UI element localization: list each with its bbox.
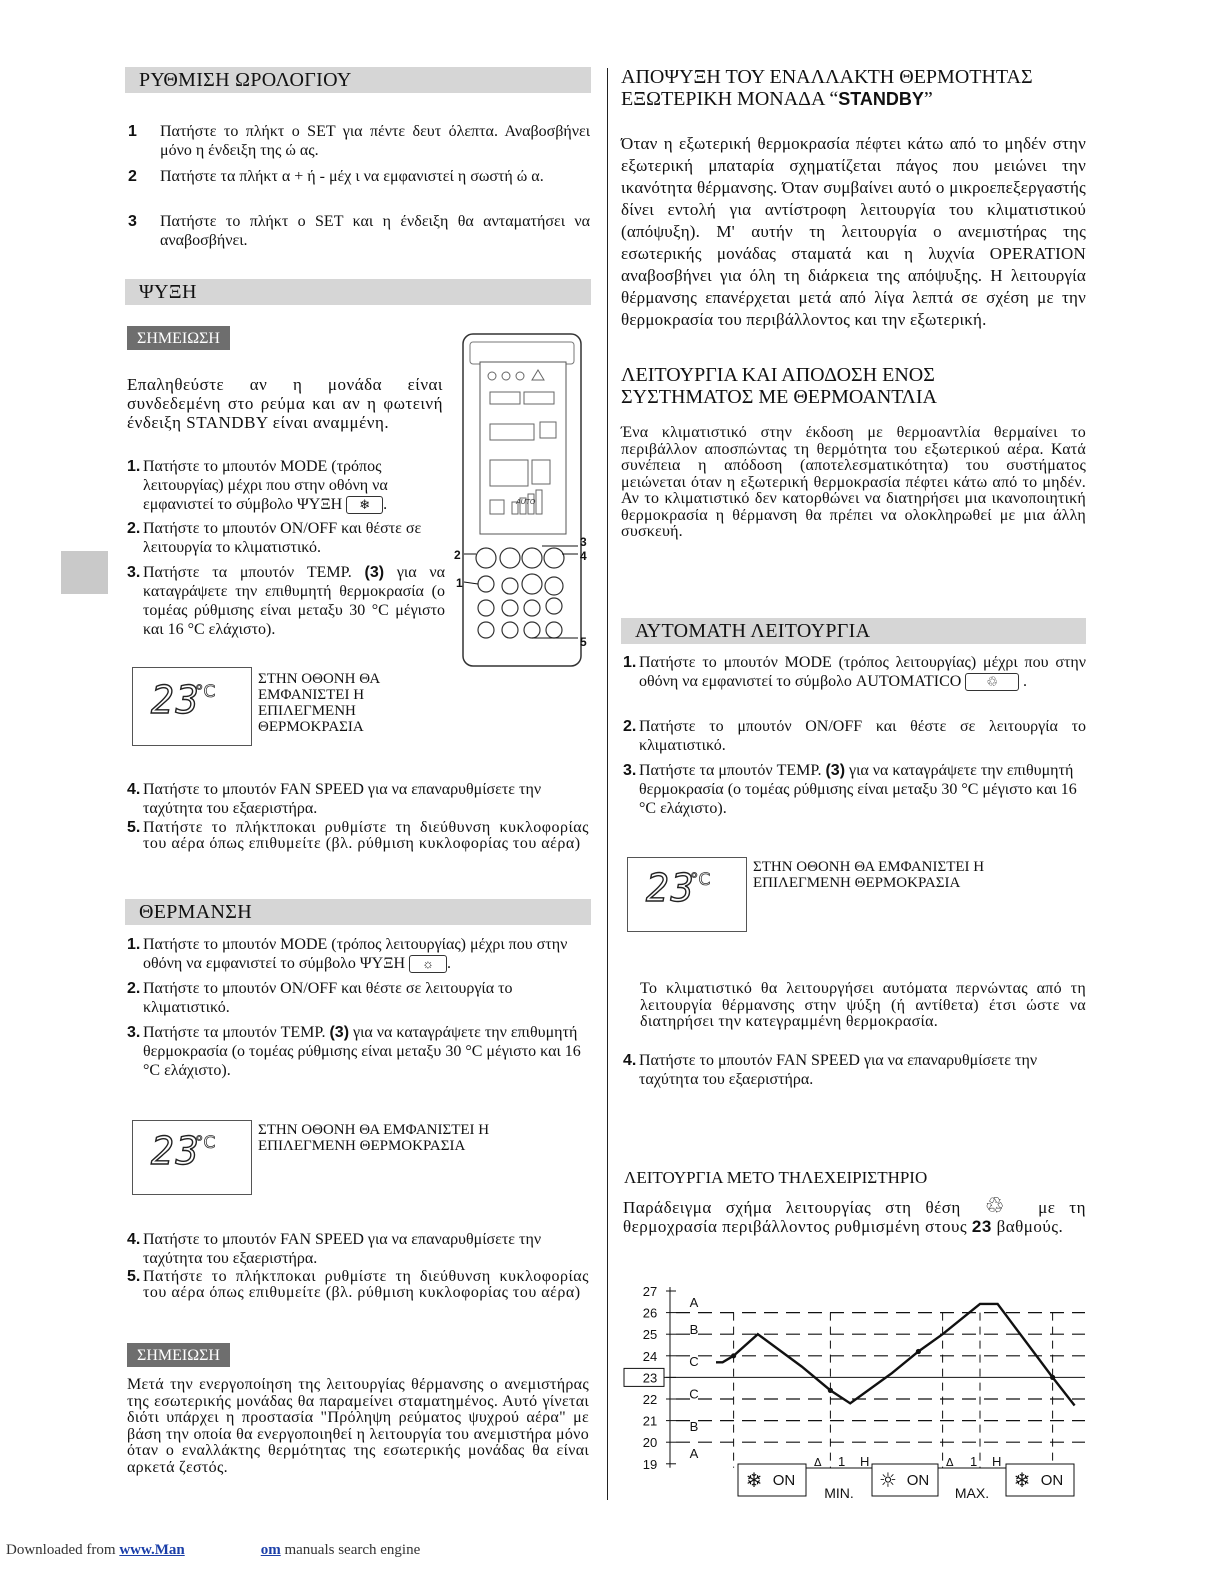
phase-on-label: ON (906, 1472, 930, 1489)
side-tab (61, 551, 108, 594)
heating-display-unit: °C (195, 1133, 216, 1153)
footer-line: Downloaded from www.Man om manuals search engine (6, 1542, 421, 1558)
heating-step-2: 2. Πατήστε το μπουτόν ON/OFF και θέστε σε λειτουργία το κλιματιστικό. (127, 980, 513, 1016)
temperature-cycle-chart (620, 1278, 1090, 1504)
auto-section-title: ΑΥΤΟΜΑΤΗ ΛΕΙΤΟΥΡΓΙΑ (621, 618, 1086, 644)
y-tick-label: 25 (642, 1327, 658, 1343)
auto-display-caption: ΣΤΗΝ ΟΘΟΝΗ ΘΑ ΕΜΦΑΝΙΣΤΕΙ Η ΕΠΙΛΕΓΜΕΝΗ ΘΕΡΜΟΚΡΑΣΙΑ (753, 859, 985, 891)
temperature-series-line (716, 1304, 1075, 1406)
cooling-step-3: 3. Πατήστε τα μπουτόν TEMP. (3) για να καταγράψετε την επιθυμητή θερμοκρασία (ο τομέας ρύθμισης είναι μεταξυ 30 °C μέγιστο και 16 °C ελάχιστο). (127, 564, 445, 638)
clock-step-3: 3 Πατήστε το πλήκτ ο SET και η ένδειξη θα ανταματήσει να αναβοσβήνει. (128, 213, 590, 249)
auto-step-1: 1. Πατήστε το μπουτόν MODE (τρόπος λειτουργίας) μέχρι που στην οθόνη να εμφανιστεί το σύμβολο AUTOMATICO ♲ . (623, 654, 1086, 690)
interval-label: MAX. (954, 1485, 990, 1501)
sun-icon: ☼ (409, 955, 447, 973)
cooling-step-1: 1. Πατήστε το μπουτόν MODE (τρόπος λειτουργίας) μέχρι που στην οθόνη να εμφανιστεί το σύμβολο ΨΥΞΗ ❄ . (127, 458, 388, 513)
snowflake-icon: ❄ (745, 1468, 763, 1492)
zone-label: B (689, 1321, 699, 1337)
cooling-display-value: 23 (151, 678, 201, 722)
heating-section-title: ΘΕΡΜΑΝΣΗ (125, 899, 591, 925)
y-tick-label: 20 (642, 1435, 658, 1451)
data-point (1050, 1375, 1055, 1380)
zone-label: C (689, 1354, 699, 1370)
snowflake-icon: ❄ (1013, 1468, 1031, 1492)
auto-step-4: 4. Πατήστε το μπουτόν FAN SPEED για να επαναρυθμίσετε την ταχύτητα του εξαεριστήρα. (623, 1052, 1038, 1088)
defrost-text: Όταν η εξωτερική θερμοκρασία πέφτει κάτω από το μηδέν στην εξωτερική μπαταρία σχηματίζεται πάγος που μειώνει την ικανότητα θέρμανσης. Όταν συμβαίνει αυτό ο μικροεπεξεργαστής δίνει εντολή για αντίστροφη λειτουργία του κλιματιστικού (απόψυξη). Μ' αυτήν τη λειτουργία ο ανεμιστήρας της εσωτερικής μονάδας σταματά και η λυχνία OPERATION αναβοσβήνει για όλη τη διάρκεια της απόψυξης. Η λειτουργία θέρμανσης επανέρχεται μετά από λίγα λεπτά σε σχέση με την θερμοκρασία του περιβάλλοντος και την εξωτερική. (621, 134, 1086, 329)
y-tick-label: 26 (642, 1305, 658, 1321)
remote-callout-4: 4 (580, 549, 587, 563)
y-tick-label: 24 (642, 1348, 658, 1364)
heating-step-4: 4. Πατήστε το μπουτόν FAN SPEED για να επαναρυθμίσετε την ταχύτητα του εξαεριστήρα. (127, 1231, 542, 1267)
auto-temperature-display (627, 857, 747, 932)
cooling-step-4: 4. Πατήστε το μπουτόν FAN SPEED για να επαναρυθμίσετε την ταχύτητα του εξαεριστήρα. (127, 781, 542, 817)
data-point (828, 1388, 833, 1393)
snowflake-icon: ❄ (346, 496, 383, 514)
remote-callout-1: 1 (456, 576, 463, 590)
heatpump-text: Ένα κλιματιστικό στην έκδοση με θερμοαντλία θερμαίνει το περιβάλλον αποσπώντας τη θερμότητα του εξωτερικού αέρα. Κατά συνέπεια η απόδοση (αποτελεσματικότητα) του συστήματος μειώνεται όταν η εξωτερική θερμοκρασία πέφτει κάτω από το μηδέν. Αν το κλιματιστικό δεν κατορθώνει να διατηρήσει μια ικανοποιητική θερμοκρασία η θέρμανση θα πρέπει να ολοκληρωθεί με μια άλλη συσκευή. (621, 424, 1086, 540)
footer-link-2[interactable]: om (260, 1542, 281, 1558)
auto-mode-icon: ♲ (965, 673, 1019, 691)
remote-control-illustration (450, 332, 596, 672)
y-tick-label: 23 (642, 1370, 658, 1386)
y-tick-label: 21 (642, 1413, 658, 1429)
auto-display-unit: °C (690, 870, 711, 890)
auto-step-3: 3. Πατήστε τα μπουτόν TEMP. (3) για να καταγράψετε την επιθυμητή θερμοκρασία (ο τομέας ρύθμισης είναι μεταξυ 30 °C μέγιστο και 16 °C ελάχιστο). (623, 762, 1077, 817)
phase-on-label: ON (772, 1472, 796, 1489)
zone-label: C (689, 1386, 699, 1402)
clock-section-title: ΡΥΘΜΙΣΗ ΩΡΟΛΟΓΙΟΥ (125, 67, 591, 93)
interval-value: 1 (970, 1454, 978, 1469)
cooling-display-caption: ΣΤΗΝ ΟΘΟΝΗ ΘΑ ΕΜΦΑΝΙΣΤΕΙ Η ΕΠΙΛΕΓΜΕΝΗ ΘΕΡΜΟΚΡΑΣΙΑ (258, 671, 380, 735)
cooling-temperature-display (132, 667, 252, 746)
column-divider (607, 68, 608, 1500)
zone-label: A (689, 1446, 699, 1461)
cooling-step-2: 2. Πατήστε το μπουτόν ON/OFF και θέστε σε λειτουργία το κλιματιστικό. (127, 520, 422, 556)
heating-note-badge: ΣΗΜΕΙΩΣΗ (127, 1343, 230, 1367)
defrost-title: ΑΠΟΨΥΞΗ ΤΟΥ ΕΝΑΛΛΑΚΤΗ ΘΕΡΜΟΤΗΤΑΣ ΕΞΩΤΕΡΙΚΗ ΜΟΝΑΔΑ “STANDBY” (621, 66, 1033, 110)
remote-operation-title: ΛΕΙΤΟΥΡΓΙΑ ΜΕΤΟ ΤΗΛΕΧΕΙΡΙΣΤΗΡΙΟ (624, 1168, 928, 1187)
auto-display-value: 23 (646, 866, 696, 910)
data-point (731, 1353, 736, 1358)
remote-auto-label: AUTO (516, 499, 536, 506)
remote-operation-text: Παράδειγμα σχήμα λειτουργίας στη θέση ♲ με τη θερμοχρασία περιβάλλοντος ρυθμισμένη στους 23 βαθμούς. (623, 1194, 1086, 1236)
clock-step-1: 1 Πατήστε το πλήκτ ο SET για πέντε δευτ όλεπτα. Αναβοσβήνει μόνο η ένδειξη της ώ ας. (128, 123, 590, 159)
zone-label: B (689, 1419, 699, 1434)
heating-display-caption: ΣΤΗΝ ΟΘΟΝΗ ΘΑ ΕΜΦΑΝΙΣΤΕΙ Η ΕΠΙΛΕΓΜΕΝΗ ΘΕΡΜΟΚΡΑΣΙΑ (258, 1122, 490, 1154)
heating-note-text: Μετά την ενεργοποίηση της λειτουργίας θέρμανσης ο ανεμιστήρας της εσωτερικής μονάδας θα παραμείνει σταματημένος. Αυτό γίνεται διότι υπάρχει η προστασία "Πρόληψη ρεύματος ψυχρού αέρα" με βάση την οποία θα ενεργοποιηθεί η λειτουργία του ανεμιστήρα μόνο όταν ο εναλλάκτης θερμότητας της εσωτερικής μονάδας θα είναι αρκετά ζεστός. (127, 1376, 589, 1476)
interval-delta: Δ (814, 1456, 822, 1469)
cooling-intro: Επαληθεύστε αν η μονάδα είναι συνδεδεμένη στο ρεύμα και αν η φωτεινή ένδειξη STANDBY είναι αναμμένη. (127, 375, 443, 432)
interval-unit: H (992, 1454, 1002, 1469)
heating-step-1: 1. Πατήστε το μπουτόν MODE (τρόπος λειτουργίας) μέχρι που στην οθόνη να εμφανιστεί το σύμβολο ΨΥΞΗ ☼ . (127, 936, 568, 972)
phase-on-label: ON (1040, 1472, 1064, 1489)
cooling-note-badge: ΣΗΜΕΙΩΣΗ (127, 326, 230, 350)
interval-label: MIN. (824, 1485, 854, 1501)
remote-callout-2: 2 (454, 548, 461, 562)
cooling-display-unit: °C (195, 682, 216, 702)
heatpump-title: ΛΕΙΤΟΥΡΓΙΑ ΚΑΙ ΑΠΟΔΟΣΗ ΕΝΟΣ ΣΥΣΤΗΜΑΤΟΣ ΜΕ ΘΕΡΜΟΑΝΤΛΙΑ (621, 364, 937, 408)
auto-step-2: 2. Πατήστε το μπουτόν ON/OFF και θέστε σε λειτουργία το κλιματιστικό. (623, 718, 1086, 754)
cooling-section-title: ΨΥΞΗ (125, 279, 591, 305)
remote-callout-3: 3 (580, 535, 587, 549)
interval-unit: H (860, 1454, 870, 1469)
auto-mode-icon-inline: ♲ (984, 1194, 1015, 1219)
y-tick-label: 19 (642, 1456, 658, 1472)
y-tick-label: 27 (642, 1284, 658, 1299)
auto-paragraph: Το κλιματιστικό θα λειτουργήσει αυτόματα περνώντας από τη λειτουργία θέρμανσης στην ψύξη (ή αντίθετα) έτσι ώστε να διατηρήσει την κατεγραμμένη θερμοκρασία. (640, 980, 1086, 1030)
heating-step-3: 3. Πατήστε τα μπουτόν TEMP. (3) για να καταγράψετε την επιθυμητή θερμοκρασία (ο τομέας ρύθμισης είναι μεταξυ 30 °C μέγιστο και 16 °C ελάχιστο). (127, 1024, 581, 1079)
remote-callout-5: 5 (580, 635, 587, 649)
heating-temperature-display (132, 1120, 252, 1195)
heating-step-5: 5. Πατήστε το πλήκτποκαι ρυθμίστε τη διεύθυνση κυκλοφορίας του αέρα όπως επιθυμείτε (βλ. ρύθμιση κυκλοφορίας του αέρα) (127, 1268, 589, 1301)
interval-delta: Δ (946, 1456, 954, 1469)
zone-label: A (689, 1294, 699, 1310)
data-point (916, 1349, 921, 1354)
cooling-step-5: 5. Πατήστε το πλήκτποκαι ρυθμίστε τη διεύθυνση κυκλοφορίας του αέρα όπως επιθυμείτε (βλ. ρύθμιση κυκλοφορίας του αέρα) (127, 819, 589, 852)
sun-icon: ☼ (879, 1468, 897, 1492)
y-tick-label: 22 (642, 1392, 658, 1407)
footer-link-1[interactable]: www.Man (119, 1542, 185, 1558)
interval-value: 1 (838, 1454, 846, 1469)
clock-step-2: 2 Πατήστε τα πλήκτ α + ή - μέχ ι να εμφανιστεί η σωστή ώ α. (128, 168, 544, 185)
heating-display-value: 23 (151, 1129, 201, 1173)
